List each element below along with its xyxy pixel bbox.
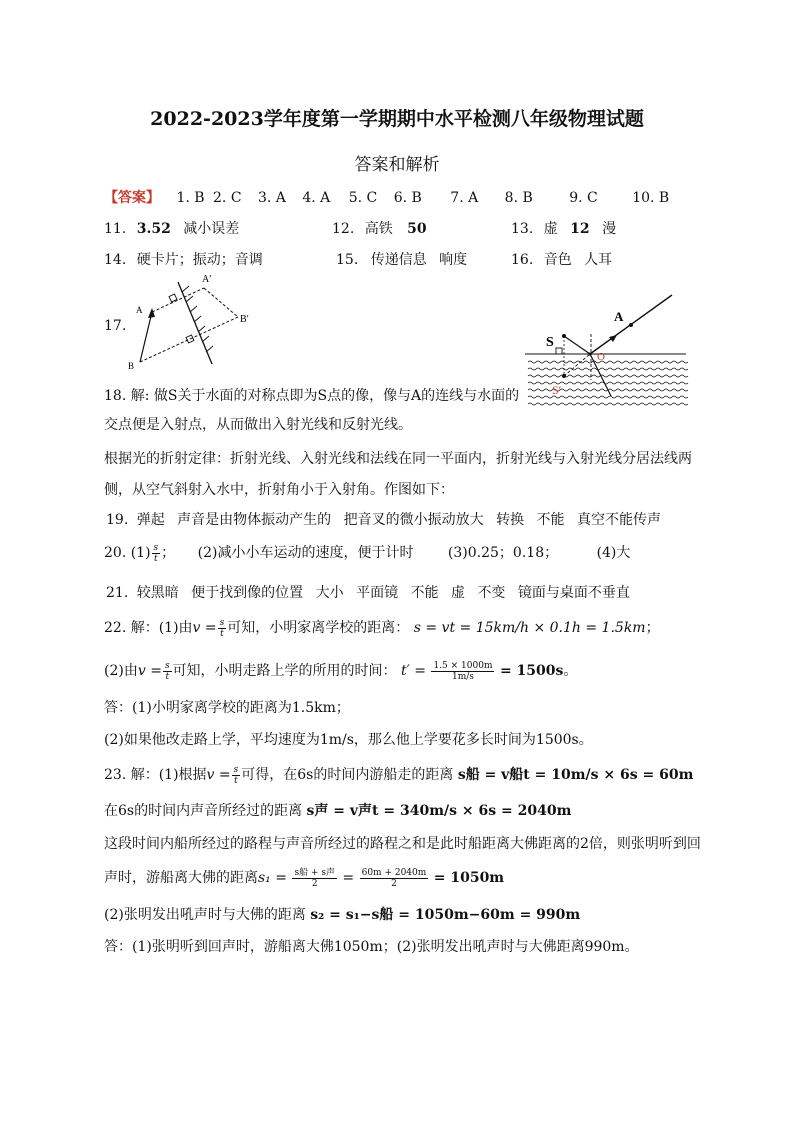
q23-l4-a: 声时，游船离大佛的距离 bbox=[104, 870, 258, 886]
q23-l5-a: (2)张明发出吼声时与大佛的距离 bbox=[104, 907, 306, 923]
page-title: 2022-2023学年度第一学期期中水平检测八年级物理试题 bbox=[150, 108, 644, 130]
q20-p1-suffix: ； bbox=[161, 545, 176, 561]
q21-a: 较黑暗 bbox=[136, 585, 179, 601]
q23-l1-b: v = bbox=[206, 767, 231, 783]
q23-l2-a: 在6s的时间内声音所经过的距离 bbox=[104, 803, 303, 819]
dashed-b-bprime bbox=[140, 317, 238, 362]
object-arrow-ab bbox=[140, 312, 152, 362]
q21-d: 平面镜 bbox=[356, 585, 399, 601]
q22-l1-c: 可知，小明家离学校的距离： bbox=[227, 620, 410, 636]
q20-p3: (3)0.25；0.18； bbox=[447, 545, 559, 561]
choice-7: 7. A bbox=[450, 190, 479, 206]
q22-l1-e: ； bbox=[645, 620, 660, 636]
label-b-prime: B′ bbox=[240, 314, 249, 325]
q18-line-2: 交点便是入射点，从而做出入射光线和反射光线。 bbox=[104, 417, 412, 433]
choice-3: 3. A bbox=[258, 190, 286, 206]
wave-line bbox=[528, 361, 688, 363]
q21-f: 虚 bbox=[450, 585, 465, 601]
label-a: A bbox=[614, 309, 624, 324]
choice-1: 1. B bbox=[176, 190, 205, 206]
q23-line-6: 答：(1)张明听到回声时，游船离大佛1050m；(2)张明发出吼声时与大佛距离990m。 bbox=[104, 939, 639, 955]
q19-a: 弹起 bbox=[136, 512, 165, 528]
q22-line-1 bbox=[104, 617, 660, 639]
point-o bbox=[588, 352, 591, 355]
q21-h: 镜面与桌面不垂直 bbox=[517, 585, 630, 601]
right-angle-mark bbox=[556, 348, 562, 354]
image-arrow-aprime-bprime bbox=[204, 288, 238, 317]
q23-l1-frac: $\frac{s}{t}$ bbox=[233, 764, 239, 786]
q19-e: 不能 bbox=[536, 512, 565, 528]
q23-line-4 bbox=[104, 867, 504, 889]
q12-text: 高铁 bbox=[364, 221, 393, 237]
q12-val: 50 bbox=[407, 221, 427, 237]
q22-l2-d: t′ = bbox=[401, 663, 427, 679]
q15-b: 响度 bbox=[439, 252, 468, 268]
q22-l2-c: 可知，小明走路上学的所用的时间： bbox=[172, 663, 397, 679]
q23-line-3: 这段时间内船所经过的路程与声音所经过的路程之和是此时船距离大佛距离的2倍，则张明听到回 bbox=[104, 836, 701, 852]
choice-5: 5. C bbox=[348, 190, 378, 206]
label-a: A bbox=[136, 305, 143, 315]
q23-l1-d: s船 = v船t = 10m/s × 6s = 60m bbox=[457, 767, 694, 783]
q15-num: 15. bbox=[336, 252, 359, 268]
answers-label: 【答案】 bbox=[104, 190, 160, 206]
q20-p1-prefix: 20. (1) bbox=[104, 545, 151, 561]
incident-ray bbox=[564, 336, 590, 354]
q23-l2-b: s声 = v声t = 340m/s × 6s = 2040m bbox=[306, 803, 572, 819]
choice-6: 6. B bbox=[393, 190, 422, 206]
q23-l4-b: s₁ = bbox=[258, 870, 287, 886]
q22-l2-f: 。 bbox=[563, 663, 578, 679]
page-subtitle: 答案和解析 bbox=[354, 155, 440, 175]
q23-l4-frac2: $\frac{60m + 2040m}{2}$ bbox=[361, 867, 427, 889]
q21-c: 大小 bbox=[315, 585, 344, 601]
mirror-hatch bbox=[182, 286, 213, 352]
answer-q14 bbox=[104, 249, 263, 269]
object-arrowhead bbox=[148, 308, 155, 318]
q17-mirror-diagram bbox=[120, 268, 270, 373]
q23-l4-frac1: $\frac{\text{s船 + s声}}{2}$ bbox=[294, 867, 335, 889]
point-a bbox=[629, 323, 633, 327]
q13-b: 12 bbox=[570, 221, 590, 237]
q23-line-1 bbox=[104, 764, 693, 786]
choice-9: 9. C bbox=[569, 190, 598, 206]
q22-l1-d: s = vt = 15km/h × 0.1h = 1.5km bbox=[413, 620, 646, 636]
q23-l5-b: s₂ = s₁−s船 = 1050m−60m = 990m bbox=[310, 907, 581, 923]
point-s-prime bbox=[562, 374, 566, 378]
q21-num: 21. bbox=[106, 585, 129, 601]
q23-l4-c: = bbox=[342, 870, 355, 886]
q22-l2-e: = 1500s bbox=[499, 663, 564, 679]
answer-q16 bbox=[511, 249, 612, 269]
q20-p4: (4)大 bbox=[596, 545, 631, 561]
q19-d: 转换 bbox=[496, 512, 525, 528]
reflected-arrowhead bbox=[609, 335, 617, 342]
q22-line-3: 答：(1)小明家离学校的距离为1.5km； bbox=[104, 700, 350, 716]
point-s bbox=[562, 334, 566, 338]
q20-p2: (2)减小小车运动的速度，便于计时 bbox=[197, 545, 414, 561]
q22-l2-frac1: $\frac{s}{t}$ bbox=[164, 660, 170, 682]
q12-num: 12. bbox=[332, 221, 355, 237]
wave-line bbox=[528, 375, 688, 377]
q22-l1-a: 22. 解：(1)由 bbox=[104, 620, 193, 636]
q13-c: 漫 bbox=[602, 221, 617, 237]
choice-8: 8. B bbox=[504, 190, 533, 206]
label-b: B bbox=[128, 361, 135, 371]
answer-q20 bbox=[104, 542, 630, 564]
label-s: S bbox=[546, 335, 554, 350]
q13-a: 虚 bbox=[543, 221, 558, 237]
q22-l1-frac: $\frac{s}{t}$ bbox=[219, 617, 225, 639]
q15-a: 传递信息 bbox=[370, 252, 427, 268]
wave-line bbox=[528, 368, 688, 370]
choice-4: 4. A bbox=[302, 190, 331, 206]
q16-num: 16. bbox=[511, 252, 534, 268]
q19-b: 声音是由物体振动产生的 bbox=[177, 512, 332, 528]
q19-c: 把音叉的微小振动放大 bbox=[343, 512, 484, 528]
answer-q12 bbox=[332, 218, 427, 238]
q22-l2-frac2: $\frac{1.5 \times 1000m}{1m/s}$ bbox=[433, 660, 493, 682]
wave-line bbox=[528, 403, 688, 405]
q18-line-4: 侧，从空气斜射入水中，折射角小于入射角。作图如下： bbox=[104, 482, 454, 498]
q11-val: 3.52 bbox=[136, 221, 171, 237]
label-o: O bbox=[597, 351, 605, 363]
q19-num: 19. bbox=[106, 512, 129, 528]
choice-10: 10. B bbox=[632, 190, 670, 206]
q22-l2-a: (2)由 bbox=[104, 663, 138, 679]
q22-line-2 bbox=[104, 660, 577, 682]
answer-q13 bbox=[511, 218, 616, 238]
label-s-prime: S′ bbox=[552, 383, 562, 397]
q14-num: 14. bbox=[104, 252, 127, 268]
answer-q11 bbox=[104, 218, 239, 238]
q13-num: 13. bbox=[511, 221, 534, 237]
q16-b: 人耳 bbox=[584, 252, 613, 268]
q23-l1-c: 可得，在6s的时间内游船走的距离 bbox=[241, 767, 454, 783]
q17-number: 17. bbox=[104, 318, 127, 334]
q18-line-1: 18. 解: 做S关于水面的对称点即为S点的像，像与A的连线与水面的 bbox=[104, 388, 520, 404]
q16-a: 音色 bbox=[543, 252, 572, 268]
q23-line-2 bbox=[104, 800, 571, 820]
image-construction-line bbox=[564, 354, 590, 376]
q21-e: 不能 bbox=[410, 585, 439, 601]
q22-l2-b: v = bbox=[137, 663, 162, 679]
q21-b: 便于找到像的位置 bbox=[191, 585, 304, 601]
q11-num: 11. bbox=[104, 221, 127, 237]
answers-choice-row bbox=[104, 187, 669, 207]
q23-line-5 bbox=[104, 904, 580, 924]
q22-l1-b: v = bbox=[192, 620, 217, 636]
q23-l4-d: = 1050m bbox=[433, 870, 505, 886]
label-a-prime: A′ bbox=[202, 274, 212, 285]
q14-text: 硬卡片；振动；音调 bbox=[136, 252, 263, 268]
q18-refraction-diagram bbox=[520, 288, 690, 416]
dashed-a-aprime bbox=[152, 288, 204, 312]
q21-g: 不变 bbox=[477, 585, 506, 601]
q19-f: 真空不能传声 bbox=[576, 512, 661, 528]
answer-q15 bbox=[336, 249, 467, 269]
q20-fraction: $\frac{s}{t}$ bbox=[153, 542, 159, 564]
q23-l1-a: 23. 解：(1)根据 bbox=[104, 767, 207, 783]
q18-line-3: 根据光的折射定律：折射光线、入射光线和法线在同一平面内，折射光线与入射光线分居法线两 bbox=[104, 451, 692, 467]
answer-q21 bbox=[106, 582, 630, 602]
answer-q19 bbox=[106, 509, 661, 529]
q22-line-4: (2)如果他改走路上学，平均速度为1m/s，那么他上学要花多长时间为1500s。 bbox=[104, 732, 593, 748]
choice-2: 2. C bbox=[213, 190, 242, 206]
q11-text: 减小误差 bbox=[183, 221, 240, 237]
